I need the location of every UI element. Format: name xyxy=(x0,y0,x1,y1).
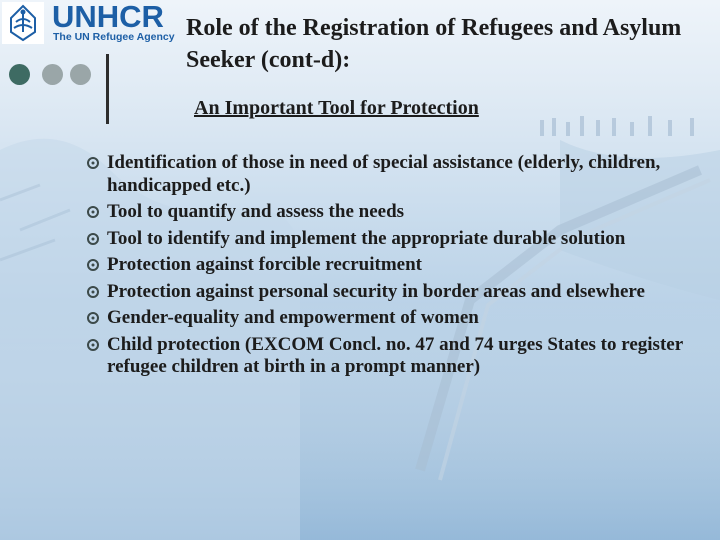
circle-bullet-icon xyxy=(86,338,100,352)
list-item xyxy=(86,228,686,251)
decorative-dot-light xyxy=(42,64,63,85)
decorative-dot-light xyxy=(70,64,91,85)
list-item-text: Protection against forcible recruitment xyxy=(107,254,423,275)
slide-subtitle: An Important Tool for Protection xyxy=(194,97,479,119)
list-item xyxy=(86,201,686,224)
list-item xyxy=(86,334,686,379)
circle-bullet-icon xyxy=(86,258,100,272)
title-divider xyxy=(106,54,109,124)
unhcr-logo xyxy=(0,0,175,46)
list-item-text: Gender-equality and empowerment of women xyxy=(107,307,479,328)
circle-bullet-icon xyxy=(86,285,100,299)
list-item-text: Tool to quantify and assess the needs xyxy=(107,201,405,222)
decorative-dot-dark xyxy=(9,64,30,85)
list-item xyxy=(86,254,686,277)
list-item-text: Child protection (EXCOM Concl. no. 47 and 74 urges States to register refugee children at birth in a prompt manner) xyxy=(107,333,683,377)
logo-tagline: The UN Refugee Agency xyxy=(53,31,175,43)
list-item-text: Tool to identify and implement the appropriate durable solution xyxy=(107,227,626,249)
circle-bullet-icon xyxy=(86,311,100,325)
list-item xyxy=(86,307,686,330)
slide-title: Role of the Registration of Refugees and Asylum Seeker (cont-d): xyxy=(186,15,682,73)
unhcr-emblem-icon xyxy=(2,2,44,44)
list-item xyxy=(86,281,686,304)
list-item-text: Protection against personal security in border areas and elsewhere xyxy=(107,280,645,302)
circle-bullet-icon xyxy=(86,205,100,219)
circle-bullet-icon xyxy=(86,156,100,170)
list-item-text: Identification of those in need of special assistance (elderly, children, handicapped etc.) xyxy=(107,152,661,196)
logo-wordmark: UNHCR xyxy=(52,0,164,34)
list-item xyxy=(86,152,686,197)
bullet-list xyxy=(86,152,686,383)
circle-bullet-icon xyxy=(86,232,100,246)
